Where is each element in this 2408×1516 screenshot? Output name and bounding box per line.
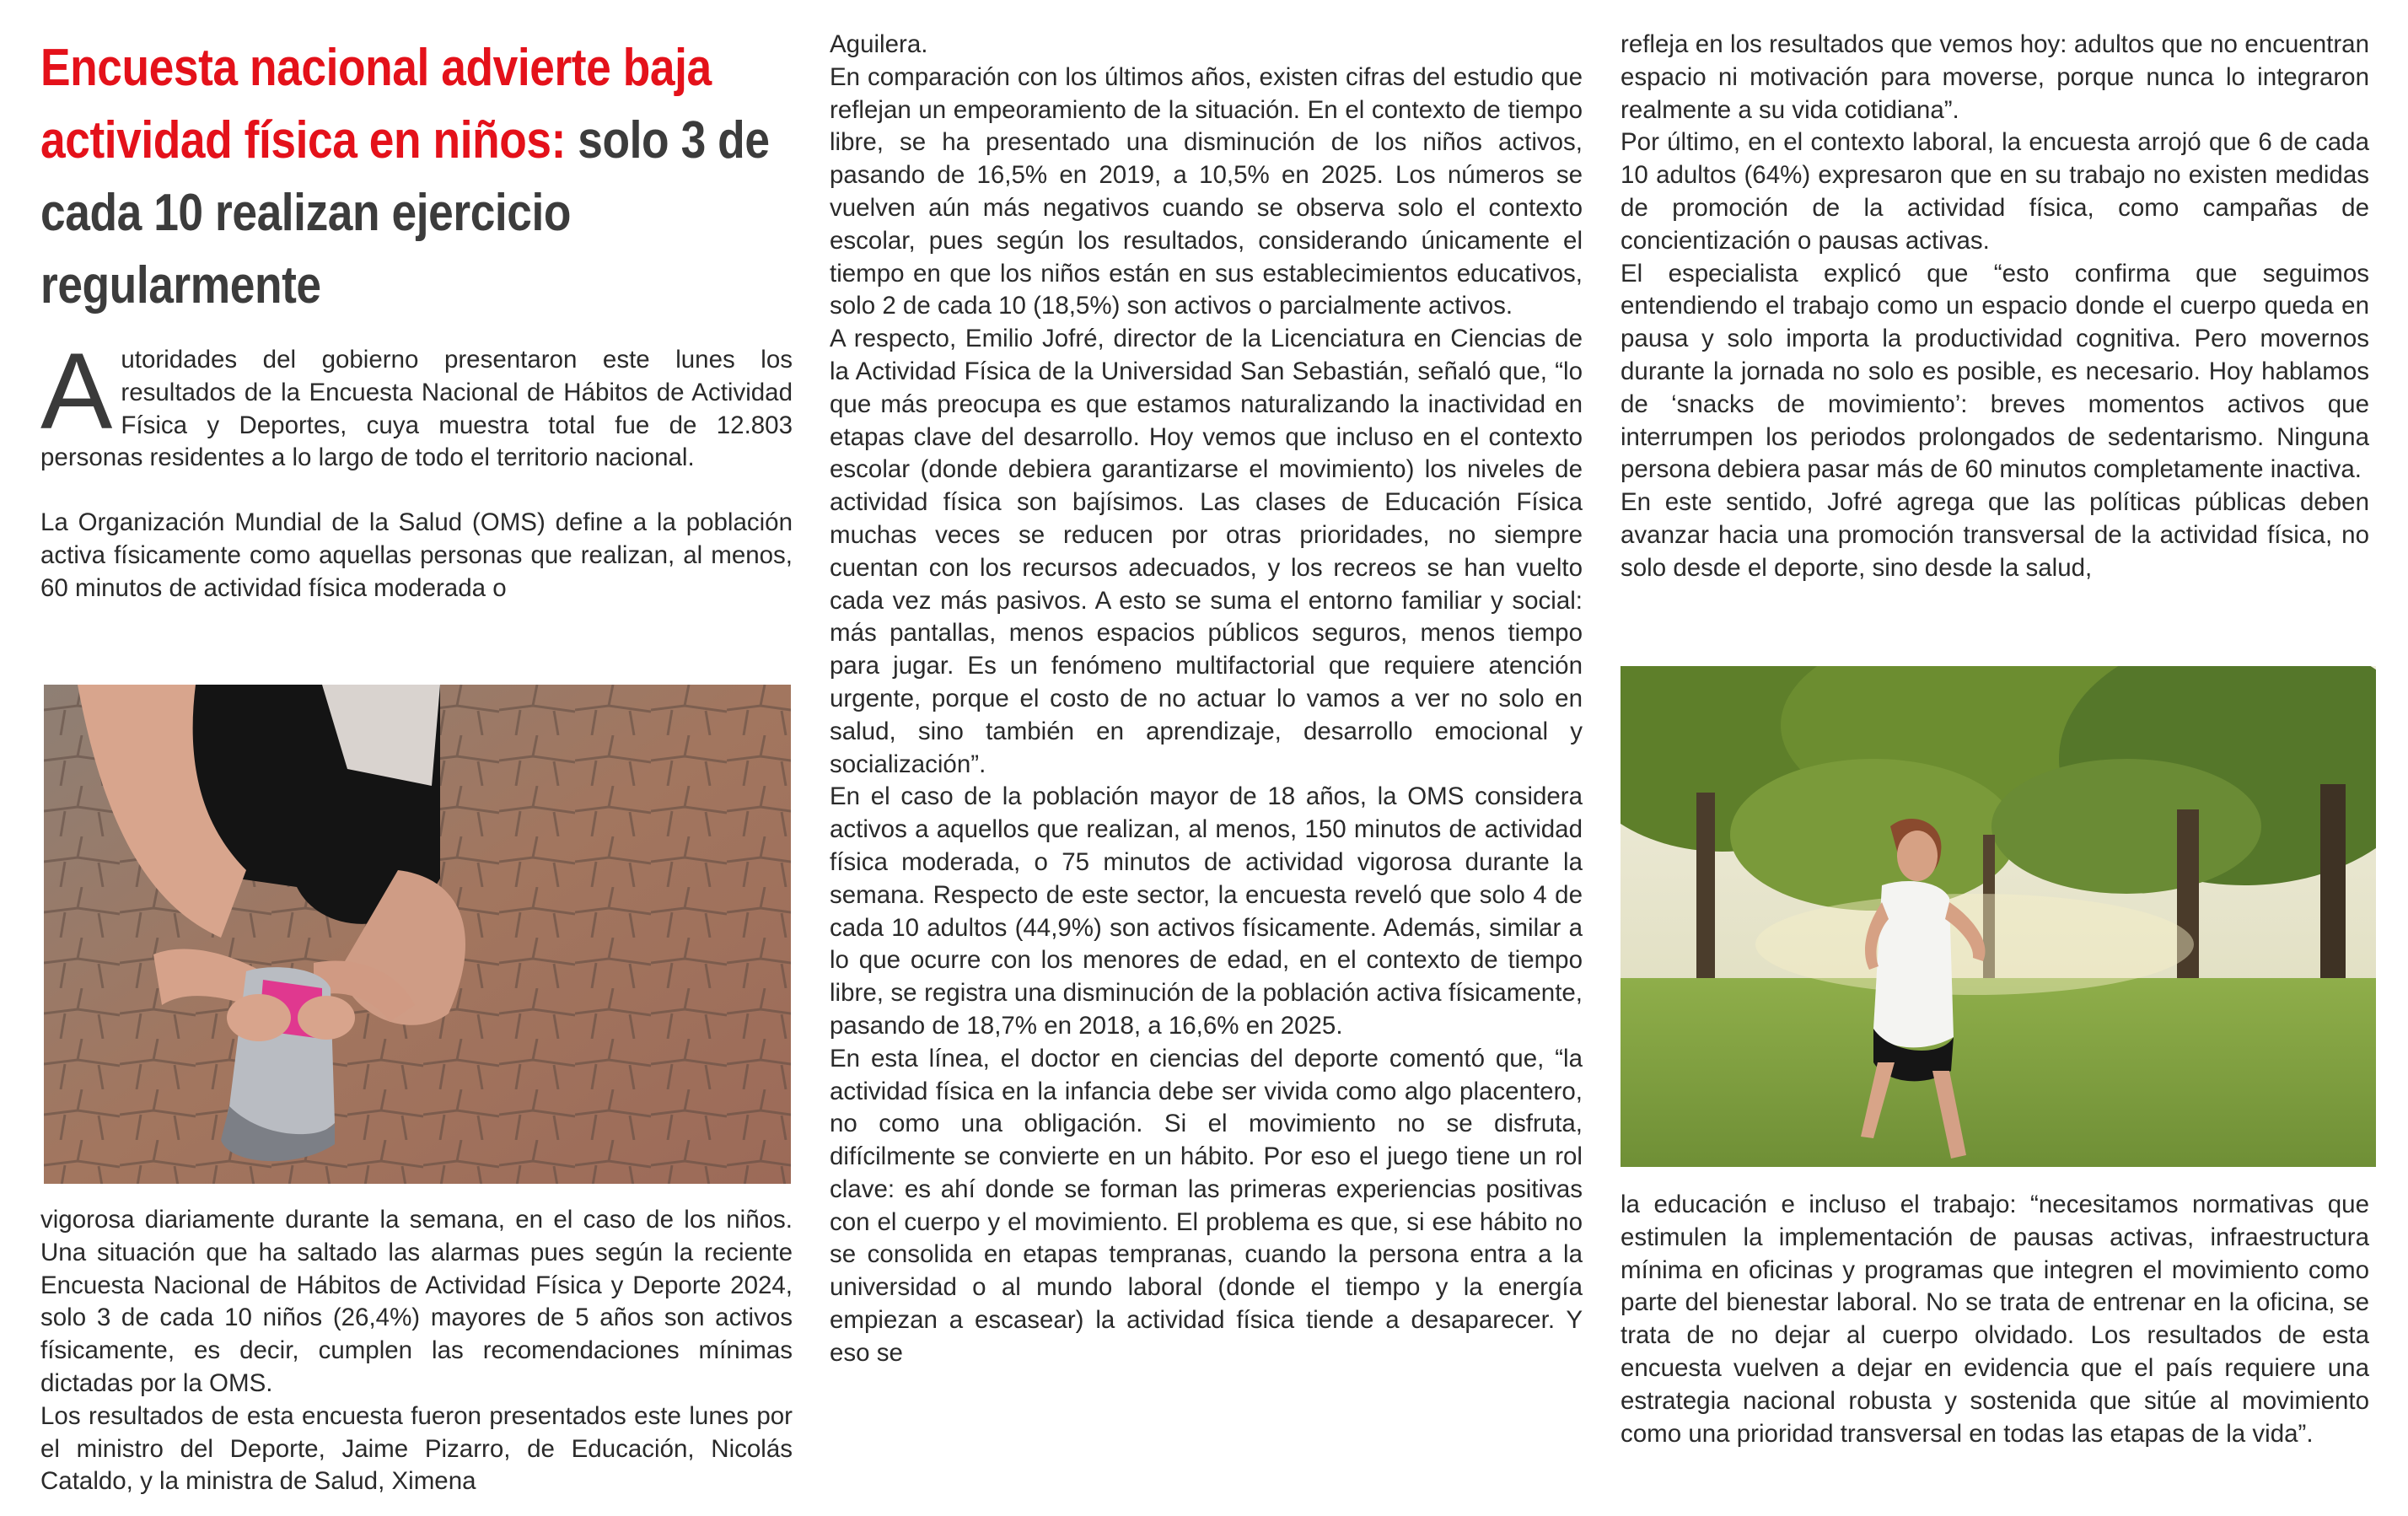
paragraph-conclusion: la educación e incluso el trabajo: “necesitamos normativas que estimulen la implementación de pausas activas, infraestructura mínima en oficinas y programas que integren el movimiento como parte del bienestar laboral. No se trata de entrenar en la oficina, se trata de no dejar al cuerpo olvidado. Los resultados de esta encuesta vuelven a dejar en evidencia que el país requiere una estrategia nacional robusta y sostenida que sitúe al movimiento como una prioridad transversal en todas las etapas de la vida”.	[1621, 1191, 2369, 1448]
paragraph-reflects-results: refleja en los resultados que vemos hoy: adultos que no encuentran espacio ni motivación para moverse, porque nunca lo integraron realmente a su vida cotidiana”.	[1621, 30, 2369, 124]
headline-dark-part: solo 3 de cada 10 realizan ejercicio regularmente	[40, 111, 770, 314]
paragraph-ministers: Los resultados de esta encuesta fueron presentados este lunes por el ministro del Deporte, Jaime Pizarro, de Educación, Nicolás Cataldo, y la ministra de Salud, Ximena	[40, 1401, 793, 1496]
column-3-bottom-text	[1621, 1189, 2369, 1450]
column-1-bottom-text	[40, 1204, 793, 1498]
paragraph-oms-definition: La Organización Mundial de la Salud (OMS) define a la población activa físicamente como aquellas personas que realizan, al menos, 60 minutos de actividad física moderada o	[40, 508, 793, 602]
photo-woman-jogging-park	[1621, 666, 2376, 1167]
paragraph-specialist: El especialista explicó que “esto confirma que seguimos entendiendo el trabajo como un espacio donde el cuerpo queda en pausa y solo importa la productividad cognitiva. Pero movernos durante la jornada no solo es posible, es necesario. Hoy hablamos de ‘snacks de movimiento’: breves momentos activos que interrumpen los periodos prolongados de sedentarismo. Ninguna persona debiera pasar más de 60 minutos completamente inactiva.	[1621, 259, 2369, 484]
headline	[40, 32, 794, 322]
intro-paragraph	[40, 331, 793, 475]
paragraph-aguilera: Aguilera.	[830, 30, 928, 58]
park-illustration	[1621, 666, 2376, 1167]
column-1-top-text	[40, 331, 793, 605]
column-3-top-text	[1621, 29, 2369, 585]
column-2-text	[830, 29, 1583, 1370]
paragraph-public-policy: En este sentido, Jofré agrega que las políticas públicas deben avanzar hacia una promoción transversal de la actividad física, no solo desde el deporte, sino desde la salud,	[1621, 488, 2369, 582]
paragraph-work-context: Por último, en el contexto laboral, la encuesta arrojó que 6 de cada 10 adultos (64%) expresaron que en su trabajo no existen medidas de promoción de la actividad física, como campañas de concientización o pausas activas.	[1621, 128, 2369, 255]
paragraph-children-survey: vigorosa diariamente durante la semana, en el caso de los niños. Una situación que ha saltado las alarmas pues según la reciente Encuesta Nacional de Hábitos de Actividad Física y Deporte 2024, solo 3 de cada 10 niños (26,4%) mayores de 5 años son activos físicamente, es decir, cumplen las recomendaciones mínimas dictadas por la OMS.	[40, 1206, 793, 1397]
runner-illustration	[44, 685, 791, 1184]
drop-cap: A	[40, 331, 113, 452]
paragraph-jofre-quote: A respecto, Emilio Jofré, director de la Licenciatura en Ciencias de la Actividad Física de la Universidad San Sebastián, señaló que, “lo que más preocupa es que estamos naturalizando la inactividad en etapas clave del desarrollo. Hoy vemos que incluso en el contexto escolar (donde debiera garantizarse el movimiento) los niveles de actividad física son bajísimos. Las clases de Educación Física muchas veces se reducen por otras prioridades, no siempre cuentan con los recursos adecuados, y los recreos se han vuelto cada vez más pasivos. A esto se suma el entorno familiar y social: más pantallas, menos espacios públicos seguros, menos tiempo para jugar. Es un fenómeno multifactorial que requiere atención urgente, porque el costo de no actuar lo vamos a ver no solo en salud, sino también en aprendizaje, desarrollo emocional y socialización”.	[830, 325, 1583, 778]
paragraph-childhood-play: En esta línea, el doctor en ciencias del deporte comentó que, “la actividad física en la infancia debe ser vivida como algo placentero, no como una obligación. Si el movimiento no se disfruta, difícilmente se convierte en un hábito. Por eso el juego tiene un rol clave: es ahí donde se forman las primeras experiencias positivas con el cuerpo y el movimiento. El problema es que, si ese hábito no se consolida en etapas tempranas, cuando la persona entra a la universidad o al mundo laboral (donde el tiempo y la energía empiezan a escasear) la actividad física tiende a desaparecer. Y eso se	[830, 1044, 1583, 1367]
photo-runner-tying-shoe	[44, 685, 791, 1184]
headline-red-part: Encuesta nacional advierte baja actividad física en niños:	[40, 39, 712, 169]
column-1	[40, 0, 793, 1496]
paragraph-comparison: En comparación con los últimos años, existen cifras del estudio que reflejan un empeoramiento de la situación. En el contexto de tiempo libre, se ha presentado una disminución de los niños activos, pasando de 16,5% en 2019, a 10,5% en 2025. Los números se vuelven aún más negativos cuando se observa solo el contexto escolar, pues según los resultados, considerando únicamente el tiempo en que los niños están en sus establecimientos educativos, solo 2 de cada 10 (18,5%) son activos o parcialmente activos.	[830, 62, 1583, 320]
intro-text: utoridades del gobierno presentaron este lunes los resultados de la Encuesta Nacional de Hábitos de Actividad Física y Deportes, cuya muestra total fue de 12.803 personas residentes a lo largo de todo el territorio nacional.	[40, 346, 793, 472]
paragraph-adults: En el caso de la población mayor de 18 años, la OMS considera activos a aquellos que realizan, al menos, 150 minutos de actividad física moderada, o 75 minutos de actividad vigorosa durante la semana. Respecto de este sector, la encuesta reveló que solo 4 de cada 10 adultos (44,9%) son activos físicamente. Además, similar a lo que ocurre con los menores de edad, en el contexto de tiempo libre, se registra una disminución de la población activa físicamente, pasando de 18,7% en 2018, a 16,6% en 2025.	[830, 782, 1583, 1040]
